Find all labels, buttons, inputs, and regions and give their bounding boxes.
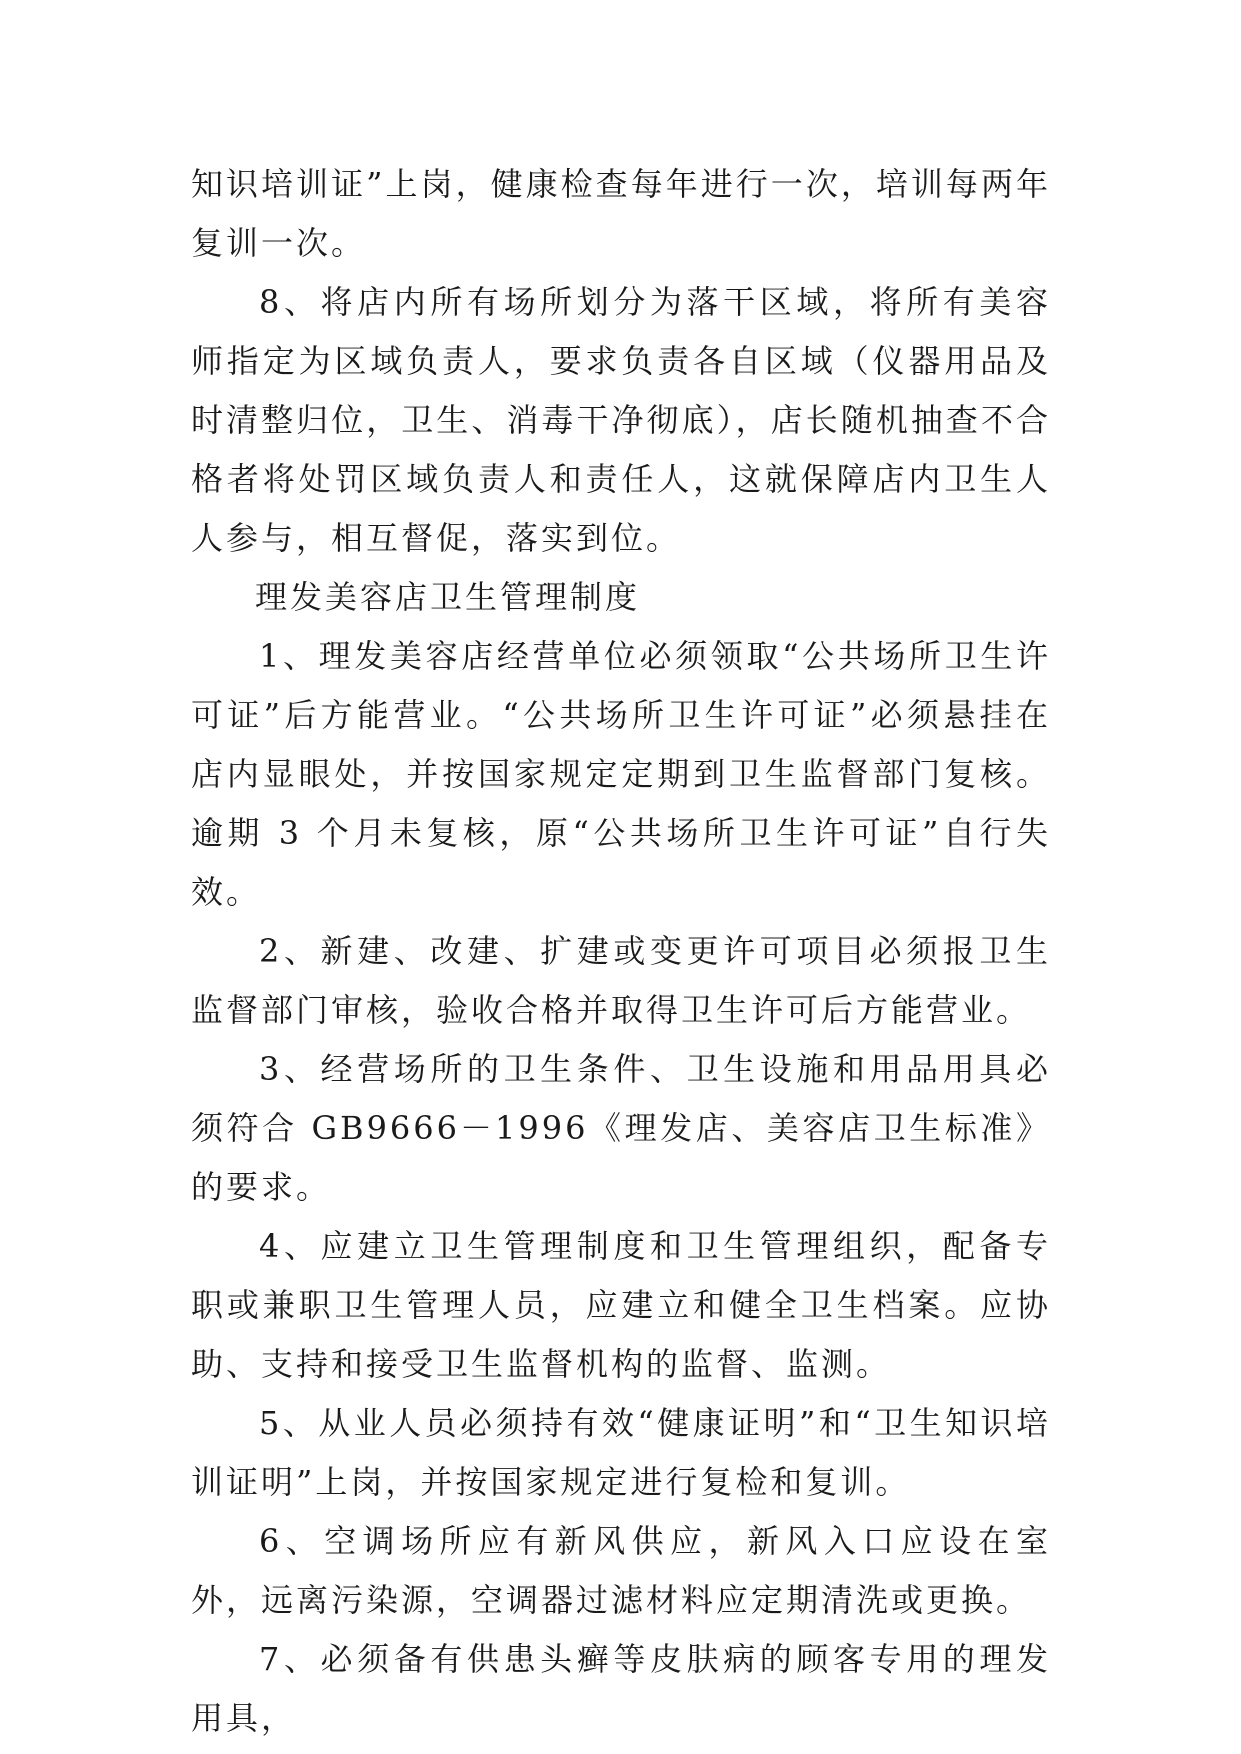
paragraph-item-3: 3、经营场所的卫生条件、卫生设施和用品用具必须符合 GB9666－1996《理发店、美容店卫生标准》的要求。 <box>191 1050 1051 1206</box>
paragraph-continuation: 知识培训证”上岗，健康检查每年进行一次，培训每两年复训一次。 <box>191 165 1051 262</box>
document-body <box>191 155 1051 1748</box>
section-heading: 理发美容店卫生管理制度 <box>255 578 641 616</box>
paragraph-item-4: 4、应建立卫生管理制度和卫生管理组织，配备专职或兼职卫生管理人员，应建立和健全卫生档案。应协助、支持和接受卫生监督机构的监督、监测。 <box>191 1227 1051 1383</box>
paragraph-item-5: 5、从业人员必须持有效“健康证明”和“卫生知识培训证明”上岗，并按国家规定进行复检和复训。 <box>191 1404 1051 1501</box>
paragraph-item-1: 1、理发美容店经营单位必须领取“公共场所卫生许可证”后方能营业。“公共场所卫生许可证”必须悬挂在店内显眼处，并按国家规定定期到卫生监督部门复核。逾期 3 个月未复核，原“公共场所卫生许可证”自行失效。 <box>191 637 1051 911</box>
paragraph-item-6: 6、空调场所应有新风供应，新风入口应设在室外，远离污染源，空调器过滤材料应定期清洗或更换。 <box>191 1522 1051 1619</box>
paragraph-item-8: 8、将店内所有场所划分为落干区域，将所有美容师指定为区域负责人，要求负责各自区域（仪器用品及时清整归位，卫生、消毒干净彻底），店长随机抽查不合格者将处罚区域负责人和责任人，这就保障店内卫生人人参与，相互督促，落实到位。 <box>191 283 1051 557</box>
paragraph-item-2: 2、新建、改建、扩建或变更许可项目必须报卫生监督部门审核，验收合格并取得卫生许可后方能营业。 <box>191 932 1051 1029</box>
paragraph-item-7: 7、必须备有供患头癣等皮肤病的顾客专用的理发用具， <box>191 1640 1051 1737</box>
